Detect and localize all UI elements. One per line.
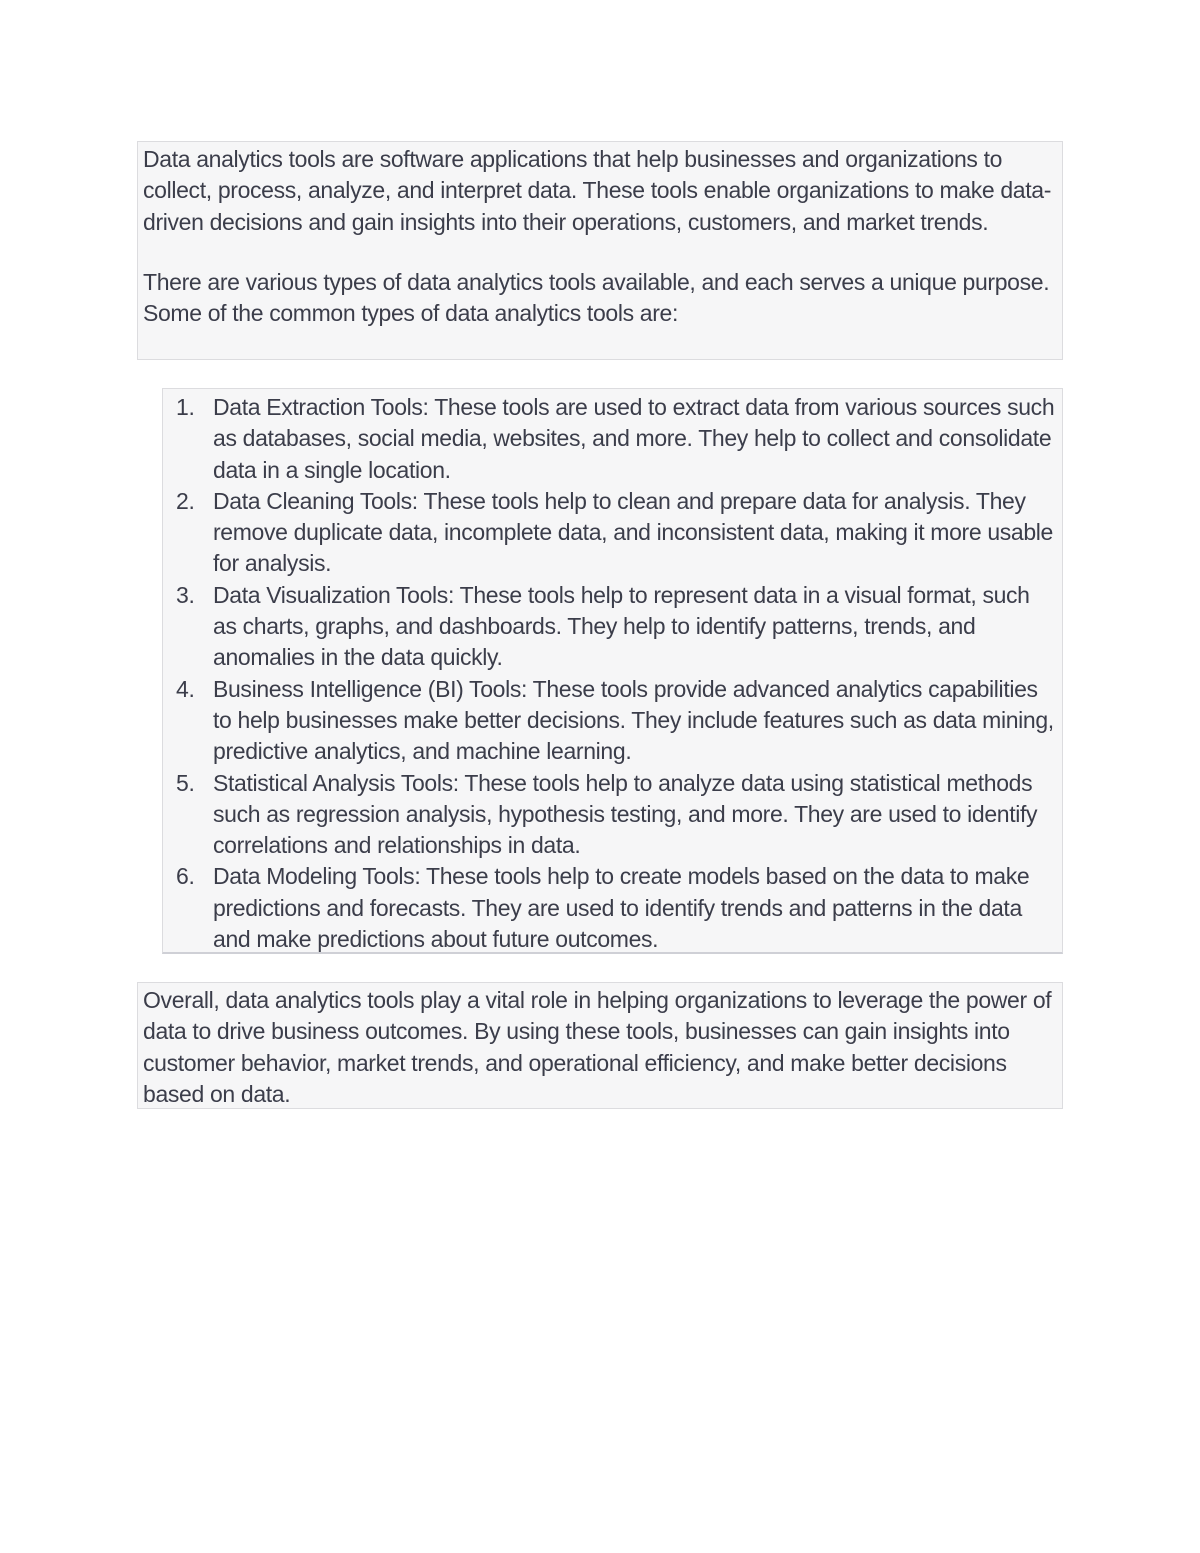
list-item <box>163 861 1058 955</box>
intro-paragraph: Data analytics tools are software applications that help businesses and organizations to collect, process, analyze, and interpret data. These tools enable organizations to make data-driven decisions and gain insights into their operations, customers, and market trends. <box>143 146 1052 235</box>
list-item-text: Business Intelligence (BI) Tools: These tools provide advanced analytics capabilities to help businesses make better decisions. They include features such as data mining, predictive analytics, and machine learning. <box>213 675 1054 765</box>
list-item <box>163 768 1058 862</box>
list-item-number: 1. <box>176 394 195 420</box>
list-item-text: Data Extraction Tools: These tools are used to extract data from various sources such as databases, social media, websites, and more. They help to collect and consolidate data in a single location. <box>213 394 1055 483</box>
list-item-text: Data Visualization Tools: These tools help to represent data in a visual format, such as charts, graphs, and dashboards. They help to identify patterns, trends, and anomalies in the data quickly. <box>213 581 1030 671</box>
list-item <box>163 486 1058 580</box>
intro-text-block <box>137 141 1063 360</box>
list-item-number: 2. <box>176 487 195 514</box>
list-item-number: 5. <box>176 769 195 796</box>
tool-types-list-block <box>162 388 1063 954</box>
list-item <box>163 392 1058 486</box>
list-item-number: 3. <box>176 581 195 608</box>
list-item <box>163 580 1058 674</box>
list-item-text: Data Modeling Tools: These tools help to create models based on the data to make predictions and forecasts. They are used to identify trends and patterns in the data and make predictions about future outcomes. <box>213 863 1030 953</box>
tool-types-list <box>163 392 1058 955</box>
list-item-text: Statistical Analysis Tools: These tools help to analyze data using statistical methods such as regression analysis, hypothesis testing, and more. They are used to identify correlations and relationships in data. <box>213 769 1038 859</box>
list-item-text: Data Cleaning Tools: These tools help to clean and prepare data for analysis. They remove duplicate data, incomplete data, and inconsistent data, making it more usable for analysis. <box>213 487 1053 577</box>
list-item-number: 4. <box>176 675 195 702</box>
types-intro-paragraph: There are various types of data analytics tools available, and each serves a unique purpose. Some of the common types of data analytics tools are: <box>143 268 1050 327</box>
conclusion-text-block <box>137 982 1063 1109</box>
list-item-number: 6. <box>176 863 195 890</box>
conclusion-paragraph: Overall, data analytics tools play a vital role in helping organizations to leverage the power of data to drive business outcomes. By using these tools, businesses can gain insights into customer behavior, market trends, and operational efficiency, and make better decisions based on data. <box>143 987 1052 1107</box>
list-item <box>163 674 1058 768</box>
